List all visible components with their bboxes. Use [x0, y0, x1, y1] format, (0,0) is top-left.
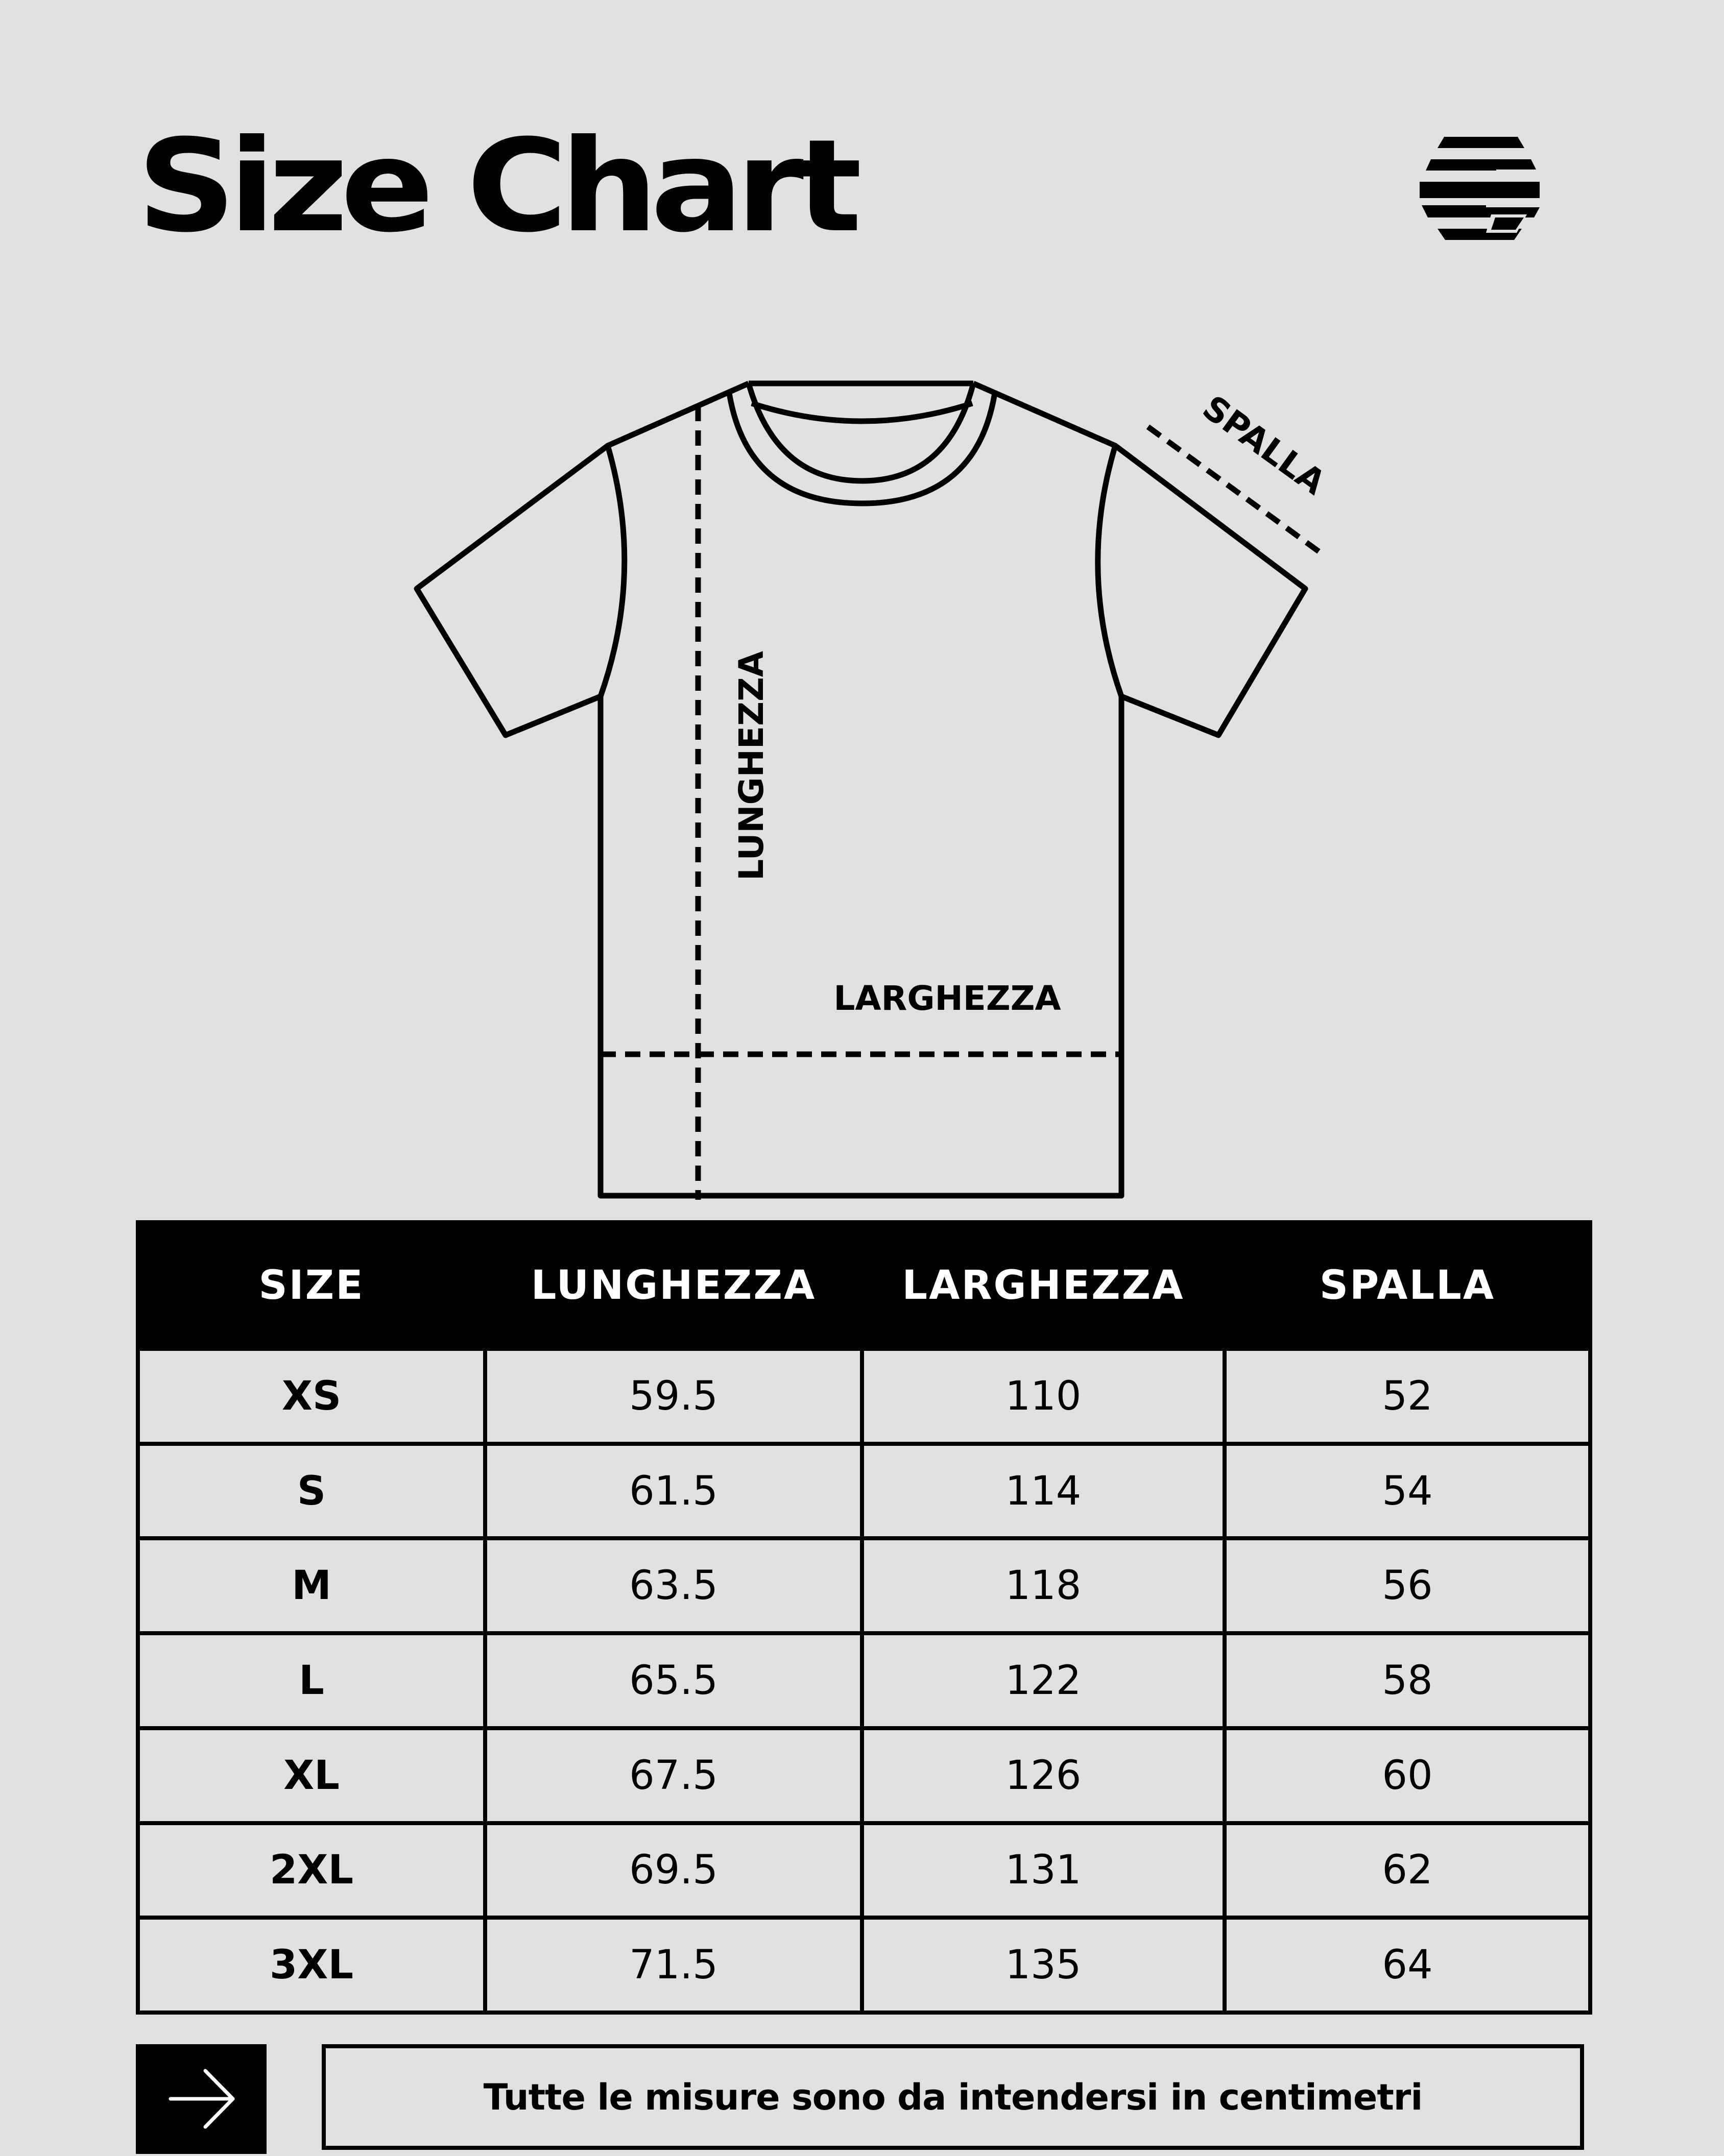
table-header-row [138, 1222, 1590, 1349]
header-size: SIZE [138, 1222, 485, 1349]
shoulder-cell: 64 [1225, 1918, 1590, 2013]
length-cell: 71.5 [485, 1918, 862, 2013]
width-cell: 110 [862, 1349, 1225, 1444]
shoulder-cell: 60 [1225, 1728, 1590, 1823]
width-cell: 122 [862, 1633, 1225, 1728]
size-cell: L [138, 1633, 485, 1728]
length-cell: 61.5 [485, 1444, 862, 1539]
size-table [136, 1220, 1592, 2015]
length-cell: 59.5 [485, 1349, 862, 1444]
length-label: LUNGHEZZA [732, 651, 771, 881]
size-cell: M [138, 1538, 485, 1633]
shoulder-cell: 52 [1225, 1349, 1590, 1444]
shoulder-label: SPALLA [1195, 387, 1333, 503]
length-cell: 65.5 [485, 1633, 862, 1728]
length-cell: 67.5 [485, 1728, 862, 1823]
length-cell: 69.5 [485, 1823, 862, 1918]
size-cell: S [138, 1444, 485, 1539]
size-cell: XL [138, 1728, 485, 1823]
width-cell: 118 [862, 1538, 1225, 1633]
size-cell: XS [138, 1349, 485, 1444]
arrow-right-icon [136, 2044, 267, 2154]
table-row [138, 1728, 1590, 1823]
shoulder-cell: 56 [1225, 1538, 1590, 1633]
units-note: Tutte le misure sono da intendersi in centimetri [322, 2044, 1584, 2150]
length-cell: 63.5 [485, 1538, 862, 1633]
header-length: LUNGHEZZA [485, 1222, 862, 1349]
shoulder-cell: 58 [1225, 1633, 1590, 1728]
tshirt-outline-icon [417, 383, 1305, 1196]
width-cell: 114 [862, 1444, 1225, 1539]
shoulder-cell: 62 [1225, 1823, 1590, 1918]
width-cell: 135 [862, 1918, 1225, 2013]
table-row [138, 1538, 1590, 1633]
size-cell: 3XL [138, 1918, 485, 2013]
page-title: Size Chart [137, 112, 854, 260]
table-row [138, 1633, 1590, 1728]
table-row [138, 1349, 1590, 1444]
width-label: LARGHEZZA [833, 979, 1061, 1018]
table-row [138, 1823, 1590, 1918]
header-width: LARGHEZZA [862, 1222, 1225, 1349]
size-cell: 2XL [138, 1823, 485, 1918]
table-row [138, 1918, 1590, 2013]
header-shoulder: SPALLA [1225, 1222, 1590, 1349]
table-row [138, 1444, 1590, 1539]
width-cell: 131 [862, 1823, 1225, 1918]
arrow-button[interactable] [136, 2044, 267, 2154]
width-cell: 126 [862, 1728, 1225, 1823]
shoulder-cell: 54 [1225, 1444, 1590, 1539]
